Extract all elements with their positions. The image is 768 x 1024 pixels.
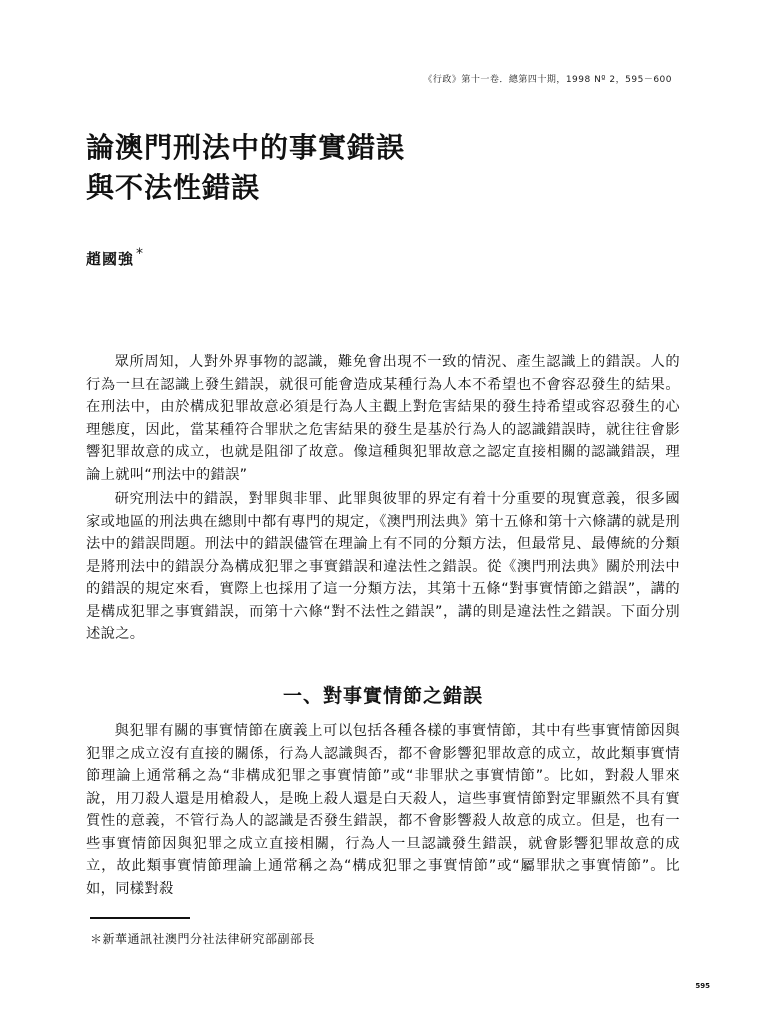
footnote-divider [90, 917, 190, 919]
section-1-paragraph-1: 與犯罪有關的事實情節在廣義上可以包括各種各樣的事實情節，其中有些事實情節因與犯罪之成立沒有直接的關係，行為人認識與否，都不會影響犯罪故意的成立，故此類事實情節理論上通常稱之為“非構成犯罪之事實情節”或“非罪狀之事實情節”。比如，對殺人罪來說，用刀殺人還是用槍殺人，是晚上殺人還是白天殺人，這些事實情節對定罪顯然不具有實質性的意義，不管行為人的認識是否發生錯誤，都不會影響殺人故意的成立。但是，也有一些事實情節因與犯罪之成立直接相關，行為人一旦認識發生錯誤，就會影響犯罪故意的成立，故此類事實情節理論上通常稱之為“構成犯罪之事實情節”或“屬罪狀之事實情節”。比如，同樣對殺 [86, 723, 680, 897]
intro-paragraph-2: 研究刑法中的錯誤，對罪與非罪、此罪與彼罪的界定有着十分重要的現實意義，很多國家或地區的刑法典在總則中都有專門的規定，《澳門刑法典》第十五條和第十六條講的就是刑法中的錯誤問題。刑法中的錯誤儘管在理論上有不同的分類方法，但最常見、最傳統的分類是將刑法中的錯誤分為構成犯罪之事實錯誤和違法性之錯誤。從《澳門刑法典》關於刑法中的錯誤的規定來看，實際上也採用了這一分類方法，其第十五條“對事實情節之錯誤”，講的是構成犯罪之事實錯誤，而第十六條“對不法性之錯誤”，講的則是違法性之錯誤。下面分別述說之。 [86, 491, 680, 642]
intro-body [86, 351, 680, 646]
intro-paragraph-1: 眾所周知，人對外界事物的認識，難免會出現不一致的情況、產生認識上的錯誤。人的行為一旦在認識上發生錯誤，就很可能會造成某種行為人本不希望也不會容忍發生的結果。在刑法中，由於構成犯罪故意必須是行為人主觀上對危害結果的發生持希望或容忍發生的心理態度，因此，當某種符合罪狀之危害結果的發生是基於行為人的認識錯誤時，就往往會影響犯罪故意的成立，也就是阻卻了故意。像這種與犯罪故意之認定直接相關的認識錯誤，理論上就叫“刑法中的錯誤” [86, 354, 680, 483]
article-title-line-1: 論澳門刑法中的事實錯誤 [86, 131, 406, 164]
author-footnote: ＊新華通訊社澳門分社法律研究部副部長 [90, 932, 316, 946]
author-footnote-mark: * [136, 246, 145, 262]
author-byline [86, 246, 144, 269]
article-title-line-2: 與不法性錯誤 [86, 171, 261, 204]
running-header-citation: 《行政》第十一卷．總第四十期，1998 Nº 2，595－600 [423, 75, 672, 85]
section-1-body [86, 720, 680, 900]
article-title [86, 128, 686, 208]
section-heading-1: 一、對事實情節之錯誤 [282, 685, 483, 707]
page-number: 595 [695, 982, 710, 990]
author-name: 趙國強 [86, 250, 135, 268]
